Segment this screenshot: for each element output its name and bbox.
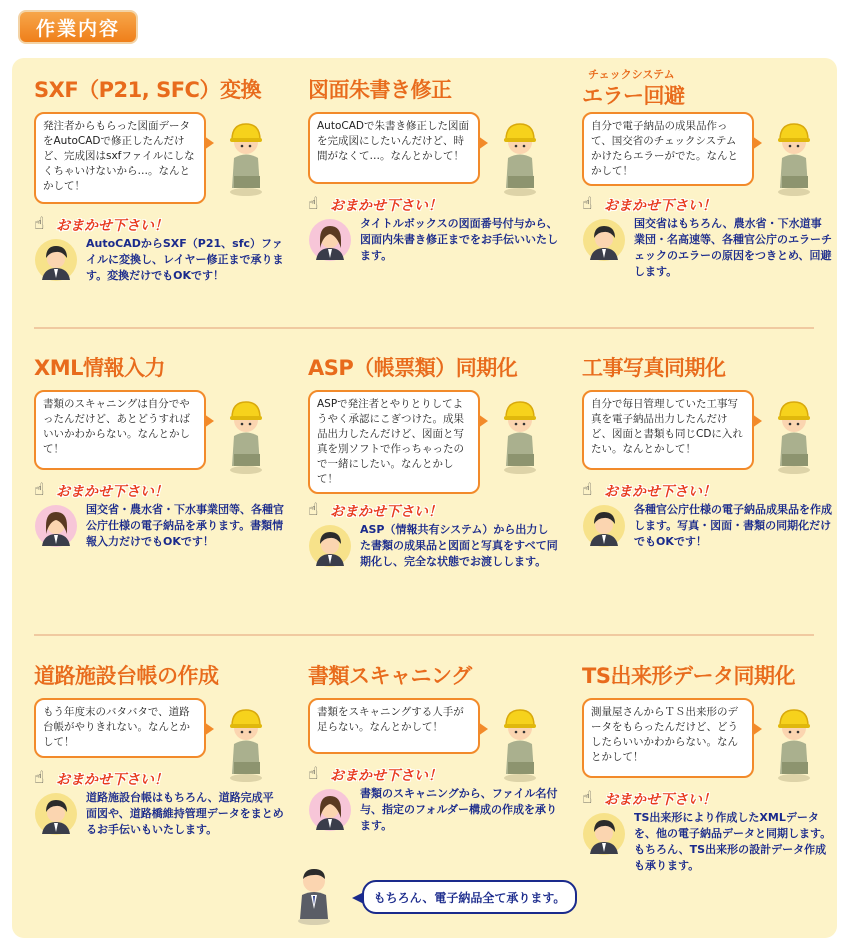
staff-avatar-icon [582,812,626,856]
request-bubble: 測量屋さんからＴＳ出来形のデータをもらったんだけど、どうしたらいいかわからない。なんとかして！ [582,698,754,778]
worker-icon [770,394,818,474]
section-tab-label: 作業内容 [35,17,120,40]
staff-avatar-icon [582,218,626,262]
pointing-hand-icon: ☝ [308,764,319,784]
omakase-text: おまかせ下さい！ [330,768,442,784]
pointing-hand-icon: ☝ [582,788,593,808]
omakase-text: おまかせ下さい！ [330,198,442,214]
answer-text: タイトルボックスの図面番号付与から、図面内朱書き修正までをお手伝いいたします。 [360,217,558,262]
pointing-hand-icon: ☝ [34,768,45,788]
card-title: TS出来形データ同期化 [582,664,795,688]
pointing-hand-icon: ☝ [34,480,45,500]
worker-icon [222,702,270,782]
pointing-hand-icon: ☝ [582,194,593,214]
card-title: XML情報入力 [34,356,165,380]
request-bubble: 書類のスキャニングは自分でやったんだけど、あとどうすればいいかわからない。なんとかして！ [34,390,206,470]
pointing-hand-icon: ☝ [308,500,319,520]
answer-text: ASP（情報共有システム）から出力した書類の成果品と図面と写真をすべて同期化し、完全な状態でお渡しします。 [360,523,558,568]
omakase-text: おまかせ下さい！ [604,792,716,808]
staff-avatar-icon [582,504,626,548]
card-kicker: チェックシステム [588,68,675,81]
omakase-text: おまかせ下さい！ [56,772,168,788]
answer-text: TS出来形により作成したXMLデータを、他の電子納品データと同期します。もちろん、TS出来形の設計データ作成も承ります。 [634,811,832,872]
card-title: 書類スキャニング [308,664,472,688]
answer-text: 書類のスキャニングから、ファイル名付与、指定のフォルダー構成の作成を承ります。 [360,787,558,832]
request-bubble: AutoCADで朱書き修正した図面を完成図にしたいんだけど、時間がなくて…。なんとかして！ [308,112,480,184]
staff-avatar-icon [308,788,352,832]
omakase-text: おまかせ下さい！ [56,218,168,234]
answer-text: 国交省・農水省・下水事業団等、各種官公庁仕様の電子納品を承ります。書類情報入力だけでもOKです！ [86,503,284,548]
request-bubble: 書類をスキャニングする人手が足らない。なんとかして！ [308,698,480,754]
closing-text: もちろん、電子納品全て承ります。 [373,890,566,905]
omakase-text: おまかせ下さい！ [604,198,716,214]
request-bubble: ASPで発注者とやりとりしてようやく承認にこぎつけた。成果品出力したんだけど、図面と写真を別ソフトで作っちゃったので一緒にしたい。なんとかして！ [308,390,480,494]
staff-avatar-icon [34,504,78,548]
row-divider [34,327,814,329]
request-bubble: 発注者からもらった図面データをAutoCADで修正したんだけど、完成図はsxfファイルにしなくちゃいけないから…。なんとかして！ [34,112,206,204]
row-divider [34,634,814,636]
pointing-hand-icon: ☝ [308,194,319,214]
closing-bubble [362,880,577,914]
request-bubble: 自分で電子納品の成果品作って、国交省のチェックシステムかけたらエラーがでた。なんとかして！ [582,112,754,186]
card-title: 工事写真同期化 [582,356,726,380]
request-bubble: 自分で毎日管理していた工事写真を電子納品出力したんだけど、図面と書類も同じCDに入れたい。なんとかして！ [582,390,754,470]
card-title: ASP（帳票類）同期化 [308,356,518,380]
card-title: SXF（P21, SFC）変換 [34,78,261,102]
card-title: エラー回避 [582,84,685,108]
worker-icon [496,394,544,474]
worker-icon [770,702,818,782]
answer-text: 道路施設台帳はもちろん、道路完成平面図や、道路橋維持管理データをまとめるお手伝いもいたします。 [86,791,284,836]
card-title: 図面朱書き修正 [308,78,452,102]
worker-icon [222,116,270,196]
staff-avatar-icon [308,524,352,568]
staff-man-icon [292,865,336,927]
worker-icon [770,116,818,196]
worker-icon [496,702,544,782]
pointing-hand-icon: ☝ [582,480,593,500]
staff-avatar-icon [34,238,78,282]
staff-avatar-icon [308,218,352,262]
staff-avatar-icon [34,792,78,836]
omakase-text: おまかせ下さい！ [330,504,442,520]
worker-icon [222,394,270,474]
pointing-hand-icon: ☝ [34,214,45,234]
card-title: 道路施設台帳の作成 [34,664,219,688]
answer-text: 国交省はもちろん、農水省・下水道事業団・名高速等、各種官公庁のエラーチェックのエラーの原因をつきとめ、回避します。 [634,217,832,278]
omakase-text: おまかせ下さい！ [604,484,716,500]
worker-icon [496,116,544,196]
answer-text: 各種官公庁仕様の電子納品成果品を作成します。写真・図面・書類の同期化だけでもOKです！ [634,503,832,548]
answer-text: AutoCADからSXF（P21、sfc）ファイルに変換し、レイヤー修正まで承ります。変換だけでもOKです！ [86,237,284,282]
section-tab [18,10,138,44]
request-bubble: もう年度末のバタバタで、道路台帳がやりきれない。なんとかして！ [34,698,206,758]
omakase-text: おまかせ下さい！ [56,484,168,500]
